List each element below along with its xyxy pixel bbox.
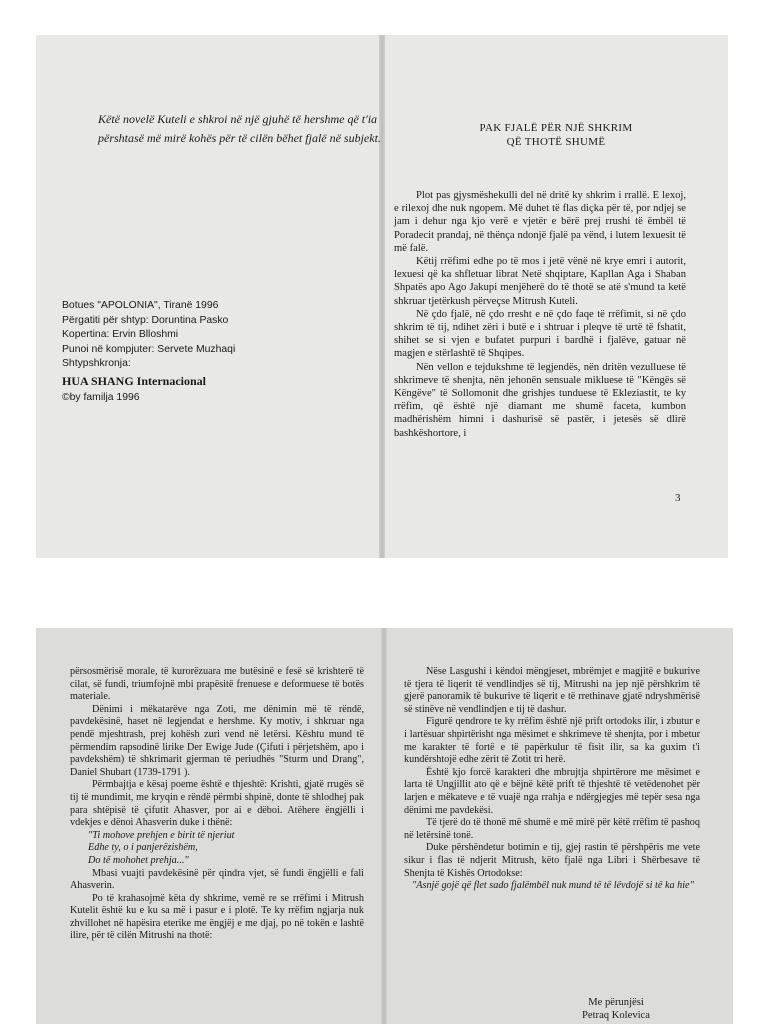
signature-line: Me përunjësi	[588, 997, 644, 1008]
paragraph: Duke përshëndetur botimin e tij, gjej rastin të përshpëris me vete sikur i flas të ndjerit Mitrush, këto fjalë nga Libri i Shërbesave të Shenjta të Kishës Ortodokse:	[404, 842, 700, 879]
paragraph: përsosmërisë morale, të kurorëzuara me butësinë e fesë së krishterë të cilat, së fundi, triumfojnë mbi prapësitë frenuese e deformuese të botës materiale.	[70, 666, 364, 703]
page-number: 3	[675, 492, 681, 504]
bottom-left-page-body	[70, 666, 364, 943]
preface-body	[394, 189, 686, 440]
bottom-spread-fold	[381, 628, 387, 1024]
credit-line: Punoi në kompjuter: Servete Muzhaqi	[62, 343, 236, 355]
paragraph: Nëse Lasgushi i këndoi mëngjeset, mbrëmjet e magjitë e bukurive të tjera të liqerit të vendlindjes së tij, Mitrushi na jep një përshkrim të gjerë panoramik të bukurive të liqerit e të rrethinave gjatë ndryshmërisë së stinëve në vendlindjen e tij të dashur.	[404, 666, 700, 715]
signature	[556, 996, 676, 1022]
paragraph: Përmbajtja e kësaj poeme është e thjeshtë: Krishti, gjatë rrugës së tij të mundimit, me kryqin e rëndë përmbi shpinë, donte të shlodhej pak para shtëpisë të çifutit Ahasver, por ai e dëboi. Atëhere ëngjëlli i vdekjes e dënoi Ahasverin duke i thënë:	[70, 779, 364, 829]
paragraph: Këtij rrëfimi edhe po të mos i jetë vënë në krye emri i autorit, lexuesi që ka shfletuar librat Netë shqiptare, Kapllan Aga i Shaban Shpatës apo Ago Jakupi menjëherë do të thotë se atë s'mund ta ketë shkruar tjetërkush përveçse Mitrush Kuteli.	[394, 256, 686, 307]
paragraph: Të tjerë do të thonë më shumë e më mirë për këtë rrëfim të pashoq në letërsinë tonë.	[404, 817, 700, 841]
credit-line: Shtypshkronja:	[62, 358, 131, 370]
credit-line: Përgatiti për shtyp: Doruntina Pasko	[62, 314, 229, 326]
heading-line: PAK FJALË PËR NJË SHKRIM	[479, 122, 633, 134]
paragraph: Dënimi i mëkatarëve nga Zoti, me dënimin më të rëndë, pavdekësinë, haset në legjendat e hershme. Ky motiv, i shkruar nga pendë mjeshtrash, prej kohësh zuri vend në letërsi. Kështu mund të përmendim rapsodinë lirike Der Ewige Jude (Çifuti i përjetshëm, apo i pavdekshëm) të shkrimarit gjerman të periudhës "Sturm und Drang", Daniel Shubart (1739-1791 ).	[70, 703, 364, 778]
quote-line: Edhe ty, o i panjerëzishëm,	[88, 842, 198, 854]
paragraph: Nën vellon e tejdukshme të legjendës, nën dritën vezulluese të shkrimeve të shenjta, nën jehonën sensuale mikluese të "Këngës së Këngëve" të Sollomonit dhe grishjes tunduese të Ekleziastit, te ky rrëfim, që është një diamant me shumë faceta, kumbon madhërishëm himni i dashurisë së pastër, i jetesës së dlirë bashkëshortore, i	[394, 361, 686, 439]
paragraph: Mbasi vuajti pavdekësinë për qindra vjet, së fundi ëngjëlli e fali Ahasverin.	[70, 867, 364, 892]
quote-line: "Ti mohove prehjen e birit të njeriut	[88, 829, 235, 841]
printer-name: HUA SHANG Internacional	[62, 373, 207, 388]
quote: "Asnjë gojë që flet sado fjalëmbël nuk mund të të lëvdojë si të ka hie"	[412, 880, 694, 892]
publication-credits	[62, 299, 382, 405]
paragraph: Figurë qendrore te ky rrëfim është një prift ortodoks ilir, i zbutur e i lartësuar shpirtërisht nga mësimet e shkrimeve të shenjta, por i mbetur me karakter të fortë e të papërkulur të fisit ilir, sa ka guxim t'i kundërshtojë edhe zërit të Zotit tri herë.	[404, 716, 700, 766]
heading-line: QË THOTË SHUMË	[506, 136, 606, 148]
paragraph: Në çdo fjalë, në çdo rresht e në çdo faqe të rrëfimit, si në çdo shkrim të tij, ndihet zëri i butë e i shtruar i pleqve të urtë të fshatit, shihet se si vjen e bufatet purpuri i bardhë i fjalëve, gatuar në magjen e stërlashtë të Shqipes.	[394, 308, 686, 360]
paragraph: Plot pas gjysmëshekulli del në dritë ky shkrim i rrallë. E lexoj, e rilexoj dhe nuk ngopem. Më duhet të flas diçka për të, por ndjej se jam i dehur nga kjo verë e vjetër e bërë prej rrushi të ëmbël të Poradecit prandaj, në thënça ndonjë fjalë pa vënd, i lutem lexuesit të më falë.	[394, 190, 686, 254]
copyright-line: ©by familja 1996	[62, 391, 140, 403]
paragraph: Është kjo forcë karakteri dhe mbrujtja shpirtërore me mësimet e larta të Ungjillit ato që e bëjnë këtë prift të thjeshtë të vetëdenohet për larjen e mëkateve e të vuajë nga rrahja e ndërgjegjes më tepër sesa nga dënimi me pavdekësi.	[404, 766, 700, 816]
signature-author: Petraq Kolevica	[582, 1010, 650, 1021]
credit-line: Botues "APOLONIA", Tiranë 1996	[62, 300, 219, 311]
top-spread	[36, 35, 728, 558]
credit-line: Kopertina: Ervin Blloshmi	[62, 329, 179, 341]
paragraph: Po të krahasojmë këta dy shkrime, vemë re se rrëfimi i Mitrush Kutelit është ku e ku sa më i pasur e i plotë. Te ky rrëfim ngjarja nuk zhvillohet në hapësira eterike me ëngjëj e me djaj, po në tokën e lashtë ilire, për të cilën Mitrushi na thotë:	[70, 892, 364, 942]
epigraph: Këtë novelë Kuteli e shkroi në një gjuhë të hershme që t'ia përshtasë më mirë kohës për të cilën bëhet fjalë në subjekt.	[98, 112, 381, 145]
bottom-right-page-body	[404, 666, 700, 893]
preface-heading	[416, 121, 696, 149]
bottom-spread	[36, 628, 733, 1024]
quote-line: Do të mohohet prehja..."	[88, 854, 189, 866]
